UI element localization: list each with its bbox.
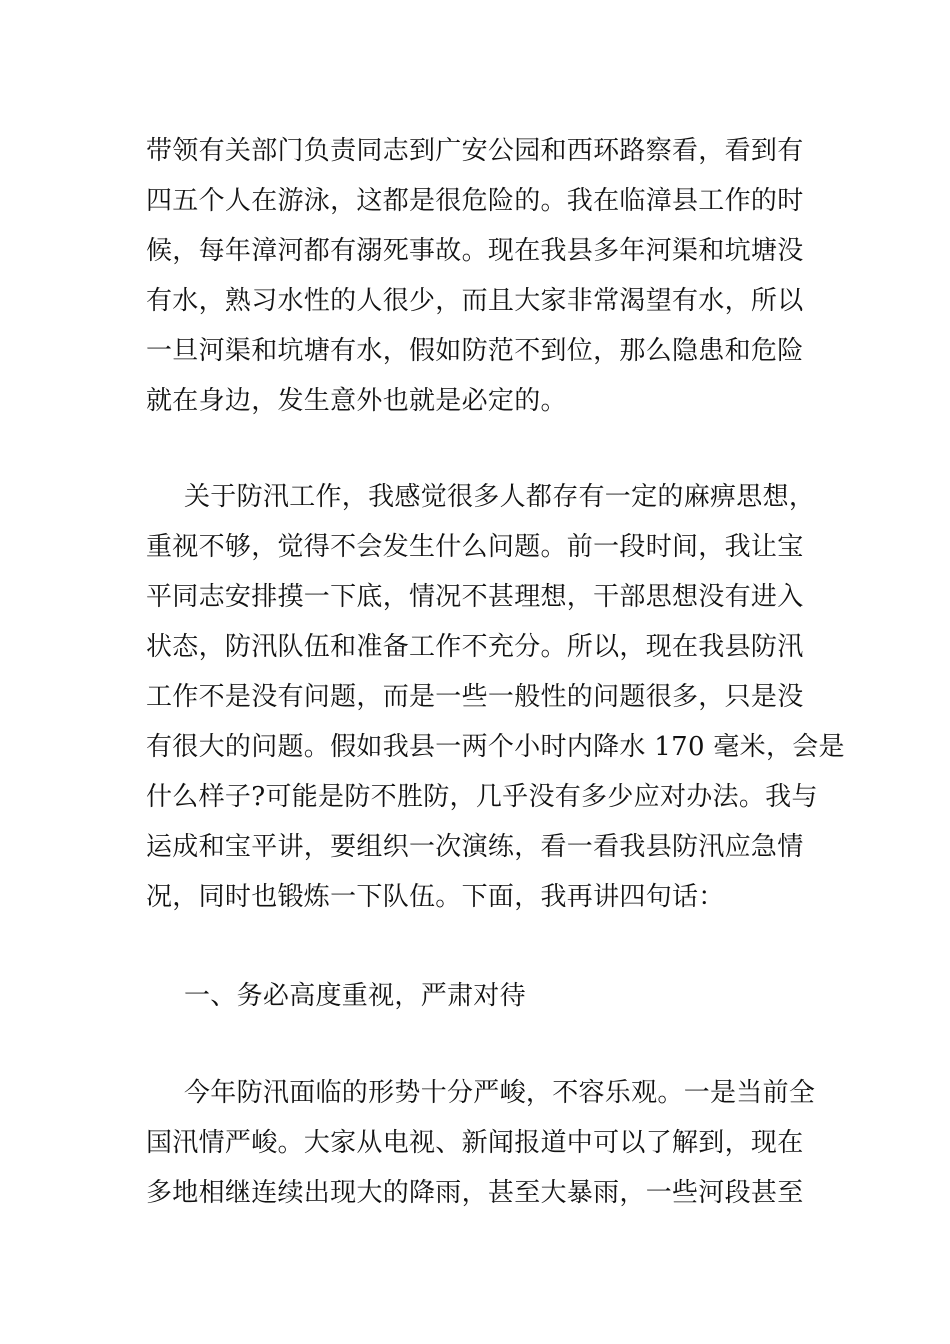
paragraph-2-line-9: 况，同时也锻炼一下队伍。下面，我再讲四句话：	[146, 882, 725, 912]
paragraph-2-line-6: 有很大的问题。假如我县一两个小时内降水 170 毫米，会是	[146, 732, 845, 762]
paragraph-2-line-3: 平同志安排摸一下底，情况不甚理想，干部思想没有进入	[146, 582, 804, 612]
paragraph-2-line-7: 什么样子?可能是防不胜防，几乎没有多少应对办法。我与	[146, 782, 818, 812]
paragraph-2-line-5: 工作不是没有问题，而是一些一般性的问题很多，只是没	[146, 682, 804, 712]
paragraph-3-line-2: 国汛情严峻。大家从电视、新闻报道中可以了解到，现在	[146, 1128, 804, 1158]
paragraph-1-line-1: 带领有关部门负责同志到广安公园和西环路察看，看到有	[146, 136, 804, 166]
paragraph-1-line-6: 就在身边，发生意外也就是必定的。	[146, 386, 567, 416]
paragraph-2-line-4: 状态，防汛队伍和准备工作不充分。所以，现在我县防汛	[146, 632, 804, 662]
paragraph-1-line-2: 四五个人在游泳，这都是很危险的。我在临漳县工作的时	[146, 186, 804, 216]
paragraph-3-line-3: 多地相继连续出现大的降雨，甚至大暴雨，一些河段甚至	[146, 1178, 804, 1208]
paragraph-2-line-2: 重视不够，觉得不会发生什么问题。前一段时间，我让宝	[146, 532, 804, 562]
paragraph-1-line-3: 候，每年漳河都有溺死事故。现在我县多年河渠和坑塘没	[146, 236, 804, 266]
section-heading-1: 一、务必高度重视，严肃对待	[184, 981, 526, 1011]
paragraph-1-line-5: 一旦河渠和坑塘有水，假如防范不到位，那么隐患和危险	[146, 336, 804, 366]
paragraph-2-line-8: 运成和宝平讲，要组织一次演练，看一看我县防汛应急情	[146, 832, 804, 862]
paragraph-1-line-4: 有水，熟习水性的人很少，而且大家非常渴望有水，所以	[146, 286, 804, 316]
paragraph-3-line-1: 今年防汛面临的形势十分严峻，不容乐观。一是当前全	[184, 1078, 816, 1108]
paragraph-2-line-1: 关于防汛工作，我感觉很多人都存有一定的麻痹思想，	[184, 482, 816, 512]
